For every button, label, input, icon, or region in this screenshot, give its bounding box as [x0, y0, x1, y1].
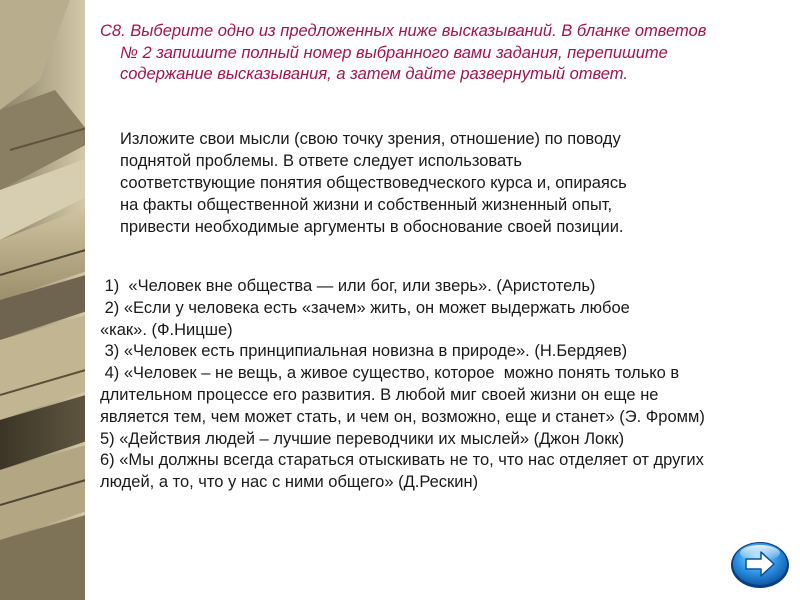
- instruction-line: Изложите свои мысли (свою точку зрения, отношение) по поводу: [120, 130, 621, 148]
- instruction-line: на факты общественной жизни и собственный жизненный опыт,: [120, 196, 613, 214]
- instruction-line: поднятой проблемы. В ответе следует использовать: [120, 152, 522, 170]
- quote-item-3: 3) «Человек есть принципиальная новизна в природе». (Н.Бердяев): [100, 342, 628, 361]
- instruction-line: привести необходимые аргументы в обоснование своей позиции.: [120, 218, 624, 236]
- quote-item-2: 2) «Если у человека есть «зачем» жить, он может выдержать любое: [100, 298, 630, 317]
- task-instructions: [120, 128, 700, 238]
- quote-item-5: 5) «Действия людей – лучшие переводчики их мыслей» (Джон Локк): [100, 429, 625, 448]
- quote-item-1: 1) «Человек вне общества — или бог, или зверь». (Аристотель): [100, 277, 596, 295]
- task-text: С8. Выберите одно из предложенных ниже высказываний. В бланке ответов № 2 запишите полный номер выбранного вами задания, перепишите содержание высказывания, а затем дайте развернутый ответ.: [100, 22, 707, 83]
- quote-item-6-cont: людей, а то, что у нас с ними общего» (Д.Рескин): [100, 473, 479, 492]
- instruction-line: соответствующие понятия обществоведческого курса и, опираясь: [120, 174, 627, 192]
- quote-item-4-cont: является тем, чем может стать, и чем он, возможно, еще и станет» (Э. Фромм): [100, 407, 705, 426]
- quotes-list: [100, 276, 780, 494]
- quote-item-6: 6) «Мы должны всегда стараться отыскивать не то, что нас отделяет от других: [100, 451, 704, 470]
- task-prompt: [100, 21, 710, 86]
- arrow-right-icon: [729, 538, 791, 590]
- next-slide-button[interactable]: [729, 538, 791, 590]
- quote-item-4-cont: длительном процессе его развития. В любой миг своей жизни он еще не: [100, 385, 659, 404]
- quote-item-4: 4) «Человек – не вещь, а живое существо, которое можно понять только в: [100, 364, 680, 383]
- quote-item-2-cont: «как». (Ф.Ницше): [100, 320, 233, 339]
